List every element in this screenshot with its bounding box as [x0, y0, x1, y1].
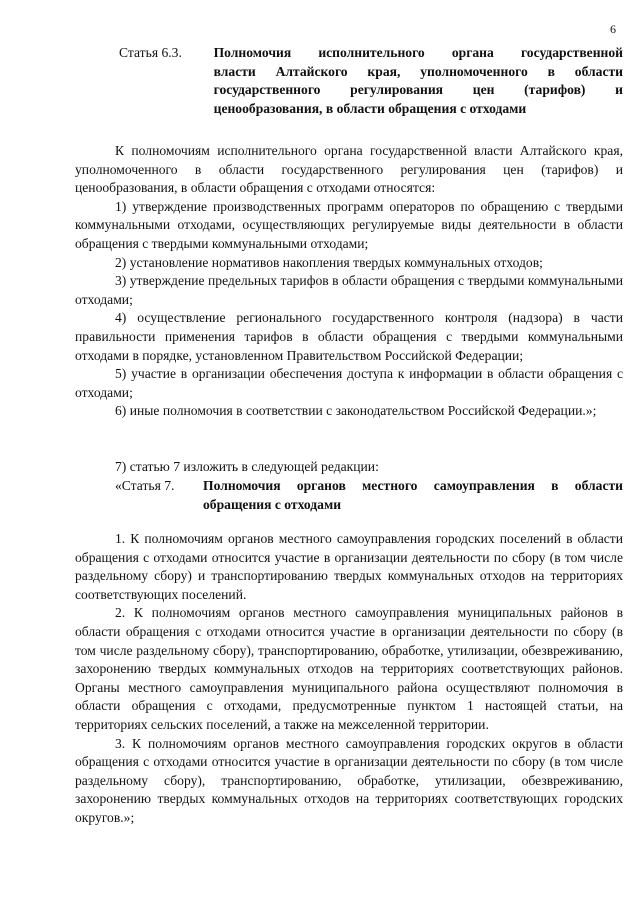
article-7-body: [75, 530, 623, 828]
article-6-3-item-1: 1) утверждение производственных программ операторов по обращению с твердыми коммунальными отходами, осуществляющих регулируемые виды деятельности в области обращения с твердыми коммунальными отходами;: [75, 198, 623, 251]
article-6-3-item-3: 3) утверждение предельных тарифов в области обращения с твердыми коммунальными отходами;: [75, 273, 623, 307]
article-7-label: «Статья 7.: [115, 478, 175, 493]
article-6-3-heading: [75, 44, 623, 118]
article-6-3-title: Полномочия исполнительного органа государственной власти Алтайского края, уполномоченного в области государственного регулирования цен (тарифов) и ценообразования, в области обращения с отходами: [213, 45, 623, 116]
article-7-heading: [75, 477, 623, 514]
article-6-3-item-6: 6) иные полномочия в соответствии с законодательством Российской Федерации.»;: [115, 403, 597, 419]
article-6-3-item-4: 4) осуществление регионального государственного контроля (надзора) в части правильности применения тарифов в области обращения с твердыми коммунальными отходами в порядке, установленном Правительством Российской Федерации;: [75, 310, 623, 363]
article-6-3-item-2: 2) установление нормативов накопления твердых коммунальных отходов;: [115, 254, 543, 270]
article-7-paragraph-3: 3. К полномочиям органов местного самоуправления городских округов в области обращения с отходами относится участие в организации деятельности по сбору (в том числе раздельному сбору), транспортированию, обработке, утилизации, обезвреживанию, захоронению твердых коммунальных отходов на территориях соответствующих городских округов.»;: [75, 735, 623, 825]
article-6-3-intro: К полномочиям исполнительного органа государственной власти Алтайского края, уполномоченного в области государственного регулирования цен (тарифов) и ценообразования, в области обращения с отходами относятся:: [75, 143, 623, 196]
amendment-7: 7) статью 7 изложить в следующей редакции:: [115, 459, 379, 474]
article-6-3-label: Статья 6.3.: [119, 45, 182, 60]
article-6-3-item-5: 5) участие в организации обеспечения доступа к информации в области обращения с отходами;: [75, 366, 623, 400]
article-7-paragraph-2: 2. К полномочиям органов местного самоуправления муниципальных районов в области обращения с отходами относится участие в организации деятельности по сбору (в том числе раздельному сбору), транспортированию, обработке, утилизации, обезвреживанию, захоронению твердых коммунальных отходов на территориях соответствующих районов. Органы местного самоуправления муниципального района осуществляют полномочия в области обращения с отходами, предусмотренные пунктом 1 настоящей статьи, на территориях сельских поселений, а также на межселенной территории.: [75, 605, 623, 732]
page-number: 6: [610, 22, 616, 36]
article-6-3-body: [75, 142, 623, 421]
article-7-title: Полномочия органов местного самоуправления в области обращения с отходами: [203, 478, 623, 512]
article-7-paragraph-1: 1. К полномочиям органов местного самоуправления городских поселений в области обращения с отходами относится участие в организации деятельности по сбору (в том числе раздельному сбору) и транспортированию твердых коммунальных отходов на территориях соответствующих поселений.: [75, 531, 623, 602]
